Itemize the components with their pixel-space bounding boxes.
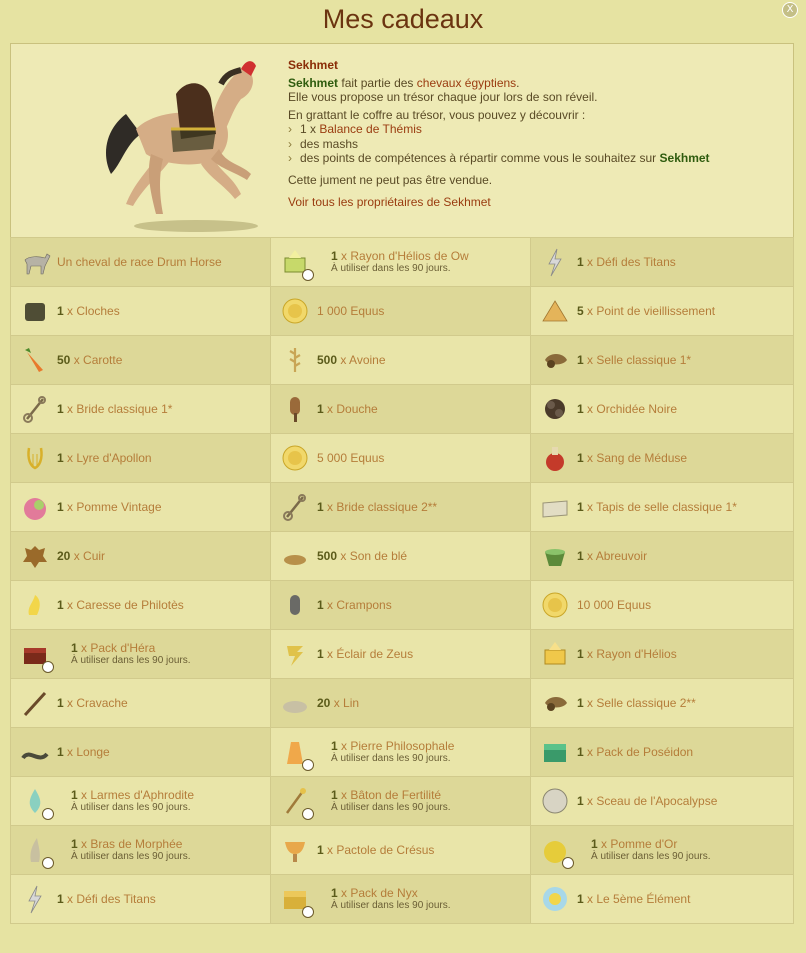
gift-cell [531,434,794,483]
gift-cell [271,385,531,434]
gift-label [317,452,384,465]
gifts-row [11,826,794,875]
leather-icon [19,540,51,572]
gift-quantity: 500 [317,352,338,367]
gift-cell [271,287,531,336]
horse-breed-line: Sekhmet fait partie des chevaux égyptiens. [288,75,520,90]
gift-cell [271,336,531,385]
saddle-icon [539,344,571,376]
flax-icon [279,687,311,719]
gifts-row [11,287,794,336]
lunge-icon [19,736,51,768]
gift-quantity: 1 [71,837,78,851]
gift-cell [11,385,271,434]
gift-name: x Pactole de Crésus [327,842,435,857]
gift-quantity: 1 [57,450,64,465]
gift-quantity: 1 [317,401,324,416]
gift-quantity: 1 [577,744,584,759]
gifts-grid [10,237,794,924]
gift-quantity: 1 [331,739,338,753]
gift-label [57,452,152,465]
gift-label [57,697,128,710]
gift-label [577,452,687,465]
horse-illustration [101,54,261,234]
gift-label [317,354,386,367]
gift-label [317,844,434,857]
gift-label [317,697,359,710]
gift-name: x Caresse de Philotès [67,597,184,612]
gift-quantity: 1 [577,450,584,465]
gift-label [331,789,451,813]
gift-label [577,403,677,416]
gift-quantity: 1 [317,597,324,612]
zeus-bolt-icon [279,638,311,670]
gift-name: x Carotte [73,352,123,367]
gift-cell [271,777,531,826]
gift-cell [11,581,271,630]
gift-cell [11,532,271,581]
pyramid-icon [539,295,571,327]
gift-quantity: 1 [577,695,584,710]
bridle-icon [279,491,311,523]
gift-cell [271,630,531,679]
close-icon[interactable]: X [782,2,798,18]
gift-label [577,697,696,710]
owners-link[interactable]: Voir tous les propriétaires de Sekhmet [288,195,491,209]
gift-quantity: 1 [317,499,324,514]
gift-cell [11,679,271,728]
gift-cell [11,483,271,532]
orchid-icon [539,393,571,425]
gift-name: x Douche [327,401,378,416]
gift-label [317,305,384,318]
gift-name: x Crampons [327,597,392,612]
gift-quantity: 1 [577,793,584,808]
gifts-row [11,728,794,777]
equus-coin-icon [279,295,311,327]
gift-quantity: 1 [577,352,584,367]
gift-name: x Orchidée Noire [587,401,678,416]
gift-name: x Défi des Titans [67,891,156,906]
morpheus-icon [19,834,51,866]
gift-quantity: 1 [591,837,598,851]
gift-label [591,838,711,862]
gift-cell [531,581,794,630]
gifts-row [11,777,794,826]
rayon-helios-ow-icon [279,246,311,278]
gift-quantity: 1 [577,548,584,563]
gift-cell [531,679,794,728]
gift-label [57,256,222,269]
gift-cell [531,630,794,679]
gift-quantity: 5 [577,303,584,318]
gifts-row [11,336,794,385]
gifts-row [11,434,794,483]
gift-expiry: À utiliser dans les 90 jours. [331,900,451,911]
gift-cell [271,728,531,777]
carrot-icon [19,344,51,376]
gift-cell [531,287,794,336]
rayon-helios-icon [539,638,571,670]
gift-expiry: À utiliser dans les 90 jours. [331,753,451,764]
gift-name: 10 000 Equus [577,597,652,612]
gift-cell [531,532,794,581]
gift-quantity: 1 [577,891,584,906]
saddle-pad-icon [539,491,571,523]
gift-cell [531,826,794,875]
bran-icon [279,540,311,572]
gift-quantity: 1 [331,788,338,802]
gift-label [577,305,715,318]
gift-cell [11,777,271,826]
gift-label [577,746,693,759]
gift-label [57,550,105,563]
gifts-row [11,385,794,434]
gift-label [317,648,413,661]
gift-name: x Bride classique 1* [67,401,173,416]
balance-themis-link[interactable]: Balance de Thémis [319,122,422,136]
gift-cell [531,777,794,826]
gift-name: x Rayon d'Hélios [587,646,677,661]
gift-cell [271,826,531,875]
gift-name: x Bras de Morphée [81,837,183,851]
golden-apple-icon [539,834,571,866]
gift-label [317,550,407,563]
gift-label [57,501,162,514]
gift-name: x Larmes d'Aphrodite [81,788,195,802]
gift-name: x Cravache [67,695,128,710]
gift-name: x Pack de Nyx [341,886,418,900]
gift-cell [271,532,531,581]
shower-icon [279,393,311,425]
gift-label [317,501,437,514]
gift-label [577,354,691,367]
lightning-icon [19,883,51,915]
horse-info-panel [10,43,794,238]
gift-expiry: À utiliser dans les 90 jours. [331,802,451,813]
apple-icon [19,491,51,523]
gift-name: x Point de vieillissement [587,303,716,318]
gift-name: x Bâton de Fertilité [341,788,442,802]
gift-name: Un cheval de race Drum Horse [57,254,222,269]
gift-label [577,501,737,514]
oat-icon [279,344,311,376]
gift-quantity: 20 [57,548,71,563]
gift-name: x Tapis de selle classique 1* [587,499,737,514]
gift-label [331,250,469,274]
lyre-icon [19,442,51,474]
gift-name: x Le 5ème Élément [587,891,691,906]
page-title: Mes cadeaux [322,4,484,34]
gift-label [57,354,122,367]
gift-name: x Cuir [73,548,106,563]
gift-cell [11,875,271,924]
gift-cell [271,434,531,483]
gifts-row [11,581,794,630]
gift-quantity: 1 [57,695,64,710]
gift-label [331,887,451,911]
gift-label [577,648,677,661]
gift-name: x Selle classique 2** [587,695,696,710]
gift-cell [271,581,531,630]
gift-cell [11,728,271,777]
gift-quantity: 1 [577,646,584,661]
gift-quantity: 1 [57,891,64,906]
gift-cell [531,728,794,777]
gift-cell [271,483,531,532]
gift-name: x Longe [67,744,110,759]
list-item: › 1 x Balance de Thémis [288,122,788,137]
treasure-list [288,122,788,166]
gift-quantity: 1 [71,788,78,802]
trough-icon [539,540,571,572]
gifts-row [11,238,794,287]
gift-expiry: À utiliser dans les 90 jours. [591,851,711,862]
gift-cell [11,630,271,679]
gold-chest-icon [279,883,311,915]
gift-name: x Sceau de l'Apocalypse [587,793,718,808]
equus-coin-icon [279,442,311,474]
gift-name: x Bride classique 2** [327,499,438,514]
gift-label [577,256,676,269]
gift-label [317,599,392,612]
gift-quantity: 500 [317,548,338,563]
element-icon [539,883,571,915]
horse-treasure-line: Elle vous propose un trésor chaque jour lors de son réveil. [288,90,598,104]
gift-quantity: 50 [57,352,71,367]
horse-description [288,58,788,210]
gift-name: x Rayon d'Hélios de Ow [341,249,469,263]
list-item: › des mashs [288,137,788,152]
gift-label [71,789,194,813]
stone-icon [279,736,311,768]
gift-name: 5 000 Equus [317,450,385,465]
gift-quantity: 1 [331,249,338,263]
gift-name: x Abreuvoir [587,548,648,563]
gift-name: x Lin [333,695,360,710]
gift-quantity: 1 [57,303,64,318]
gift-name: 1 000 Equus [317,303,385,318]
saddle-icon [539,687,571,719]
gift-name: x Défi des Titans [587,254,676,269]
crampons-icon [279,589,311,621]
gifts-row [11,875,794,924]
gift-name: x Selle classique 1* [587,352,692,367]
gifts-row [11,679,794,728]
seal-icon [539,785,571,817]
gift-expiry: À utiliser dans les 90 jours. [71,655,191,666]
gift-quantity: 1 [57,744,64,759]
gift-label [57,305,120,318]
gift-cell [11,336,271,385]
gifts-row [11,630,794,679]
gift-quantity: 1 [577,499,584,514]
gift-name: x Lyre d'Apollon [67,450,152,465]
gift-quantity: 1 [71,641,78,655]
gift-label [577,893,690,906]
gift-expiry: À utiliser dans les 90 jours. [71,851,191,862]
gift-cell [11,238,271,287]
gift-name: x Cloches [67,303,120,318]
gift-cell [271,679,531,728]
whip-icon [19,687,51,719]
gift-cell [11,287,271,336]
gift-quantity: 1 [317,646,324,661]
bridle-icon [19,393,51,425]
gift-cell [11,826,271,875]
goblet-icon [279,834,311,866]
gift-quantity: 20 [317,695,331,710]
potion-icon [539,442,571,474]
gift-label [57,893,156,906]
gift-label [577,795,717,808]
gift-name: x Pomme d'Or [601,837,678,851]
gift-label [71,642,191,666]
gift-cell [531,238,794,287]
gift-name: x Pomme Vintage [67,499,162,514]
gift-cell [531,336,794,385]
horse-discover-line: En grattant le coffre au trésor, vous pouvez y découvrir : [288,107,586,122]
gift-quantity: 1 [57,597,64,612]
staff-icon [279,785,311,817]
gift-label [317,403,378,416]
gift-label [577,599,651,612]
gift-cell [531,483,794,532]
gift-quantity: 1 [57,401,64,416]
horse-name: Sekhmet [288,58,339,72]
tears-icon [19,785,51,817]
gift-expiry: À utiliser dans les 90 jours. [71,802,191,813]
green-chest-icon [539,736,571,768]
gift-quantity: 1 [317,842,324,857]
gift-label [577,550,647,563]
gift-cell [531,385,794,434]
gifts-row [11,532,794,581]
gift-name: x Éclair de Zeus [327,646,414,661]
gifts-row [11,483,794,532]
gift-label [57,599,184,612]
breed-link[interactable]: chevaux égyptiens [416,75,517,90]
chest-icon [19,638,51,670]
gift-cell [11,434,271,483]
gift-name: x Sang de Méduse [587,450,688,465]
gift-label [57,746,110,759]
gift-name: x Pack de Poséidon [587,744,694,759]
gift-expiry: À utiliser dans les 90 jours. [331,263,451,274]
caress-icon [19,589,51,621]
not-sellable-note: Cette jument ne peut pas être vendue. [288,172,493,187]
bell-boots-icon [19,295,51,327]
gift-cell [531,875,794,924]
gift-cell [271,875,531,924]
horse-icon [19,246,51,278]
gift-name: x Pierre Philosophale [341,739,455,753]
gift-label [331,740,454,764]
gift-quantity: 1 [577,254,584,269]
gift-label [57,403,172,416]
gift-quantity: 1 [577,401,584,416]
lightning-icon [539,246,571,278]
gift-name: x Pack d'Héra [81,641,156,655]
gift-cell [271,238,531,287]
gift-quantity: 1 [331,886,338,900]
gift-quantity: 1 [57,499,64,514]
gift-name: x Son de blé [340,548,408,563]
gift-label [71,838,191,862]
gift-name: x Avoine [340,352,386,367]
equus-coin-icon [539,589,571,621]
list-item: › des points de compétences à répartir comme vous le souhaitez sur Sekhmet [288,151,788,166]
